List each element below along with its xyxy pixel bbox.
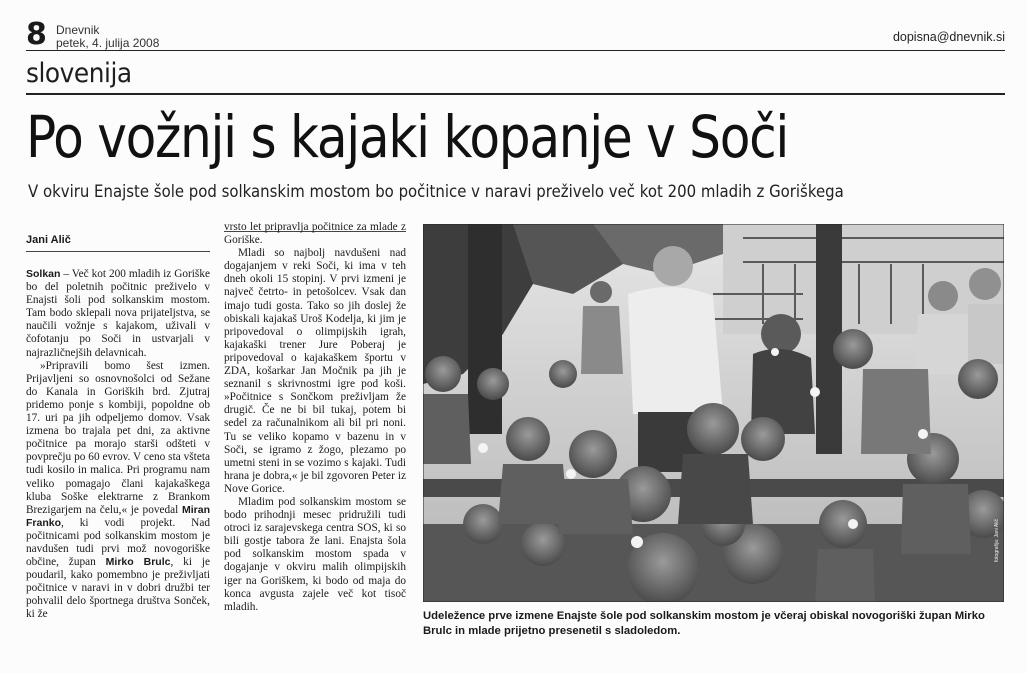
- article-subhead: V okviru Enajste šole pod solkanskim mostom bo počitnice v naravi preživelo več kot 200 mladih z Goriškega: [28, 182, 844, 202]
- paragraph: Mladim pod solkanskim mostom se bodo prihodnji mesec pridružili tudi otroci iz sarajevskega centra SOS, ki so bili gostje tabora že lani. Enajsta šola pod solkanskim mostom spada v dogajanje v okviru malih olimpijskih iger na Goriškem, ki bodo od maja do konca avgusta zajele več kot tisoč mladih.: [224, 495, 406, 613]
- person-name: Mirko Brulc: [105, 556, 171, 569]
- paragraph: [26, 360, 210, 622]
- paragraph-text: »Pripravili bomo šest izmen. Prijavljeni so osnovnošolci od Sežane do Kanala in Goriških brd. Zjutraj pridemo ponje s kombiji, popoldne ob 17. uri pa jih odpeljemo domov. Vsak izmena bo trajala pet dni, za aktivne počitnice pa morajo starši odšteti v povprečju po 60 evrov. V ceno sta všteta tudi kosilo in malica. Pri programu nam veliko pomagajo člani kajakaškega kluba Soške elektrarne z Brankom Brezigarjem na čelu,« je povedal: [26, 359, 210, 516]
- page-number: 8: [26, 17, 47, 52]
- dateline: Solkan: [26, 268, 61, 280]
- paragraph: vrsto let pripravlja počitnice za mlade z Goriške.: [224, 221, 406, 247]
- article-photo: [423, 224, 1004, 602]
- contact-email: dopisna@dnevnik.si: [892, 30, 1005, 44]
- issue-date: petek, 4. julija 2008: [56, 36, 160, 50]
- article-column-2: [224, 221, 406, 614]
- paragraph-text: , ki vodi projekt. Nad počitnicami pod solkanskim mostom je navdušen tudi prvi mož novogoriške občine, župan: [26, 516, 210, 569]
- paragraph: Mladi so najbolj navdušeni nad dogajanjem v reki Soči, ki ima v teh dneh okoli 15 stopinj. V prvi izmeni je največ četrto- in petošolcev. Vsak dan imajo tudi gosta. Tako so jih doslej že obiskali kajakaš Uroš Kodelja, ki jim je pripovedoval o olimpijskih igrah, kajakaški trener Jure Poberaj je pripovedoval o kajakaškem športu v ZDA, košarkar Jan Močnik pa jih je seznanil s skrivnostmi igre pod koši. »Počitnice s Sončkom preživljam že drugič. Če ne bi bil tukaj, potem bi sedel za računalnikom ali bil pri noni. Tu se veliko kopamo v bazenu in v Soči, se igramo z žogo, plezamo po umetni steni in se vozimo s kajaki. Tudi hrana je dobra,« je bil zgovoren Peter iz Nove Gorice.: [224, 247, 406, 495]
- section-rule: [26, 93, 1005, 95]
- person-name: Miran Franko: [26, 503, 210, 529]
- newspaper-name: Dnevnik: [56, 23, 100, 37]
- article-headline: Po vožnji s kajaki kopanje v Soči: [26, 103, 789, 171]
- photo-illustration: [423, 224, 1004, 602]
- paragraph: [26, 268, 210, 360]
- section-title: slovenija: [26, 58, 132, 89]
- paragraph-text: – Več kot 200 mladih iz Goriške bo del poletnih počitnic preživelo v Enajsti šoli pod solkanskim mostom. Tam bodo sklepali nova prijateljstva, se naučili vožnje s kajakom, uživali v čofotanju po Soči in ustvarjali v najrazličnejših delavnicah.: [26, 268, 210, 359]
- article-column-1: [26, 268, 210, 622]
- paragraph-text: , ki je poudaril, kako pomembno je preživljati počitnice v naravi in v dobri družbi ter pohvalil delo športnega društva Sonček, ki že: [26, 556, 210, 621]
- byline-rule: [26, 251, 210, 252]
- masthead-rule: [26, 50, 1005, 51]
- photo-credit: fotografija: Jani Alič: [994, 518, 1000, 562]
- photo-caption: Udeležence prve izmene Enajste šole pod solkanskim mostom je včeraj obiskal novogoriški župan Mirko Brulc in mlade prijetno presenetil s sladoledom.: [423, 610, 985, 637]
- article-byline: Jani Alič: [26, 234, 71, 246]
